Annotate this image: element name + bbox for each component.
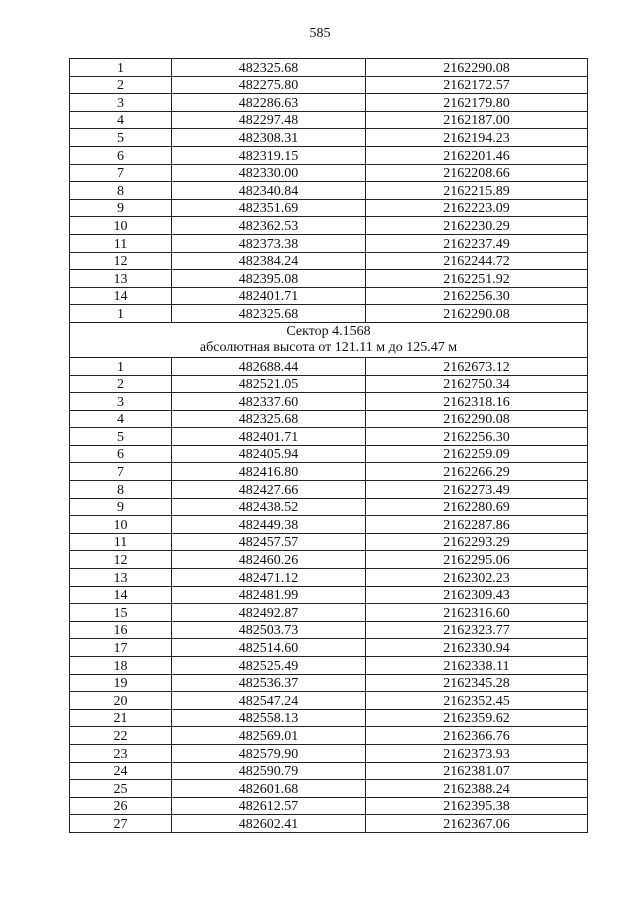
y-coordinate-cell: 2162187.00 [366,111,588,129]
y-coordinate-cell: 2162256.30 [366,428,588,446]
x-coordinate-cell: 482325.68 [172,410,366,428]
y-coordinate-cell: 2162318.16 [366,393,588,411]
point-number-cell: 13 [70,569,172,587]
point-number-cell: 2 [70,76,172,94]
table-row [70,709,588,727]
y-coordinate-cell: 2162359.62 [366,709,588,727]
table-row [70,727,588,745]
y-coordinate-cell: 2162395.38 [366,797,588,815]
x-coordinate-cell: 482395.08 [172,270,366,288]
x-coordinate-cell: 482514.60 [172,639,366,657]
table-row [70,780,588,798]
x-coordinate-cell: 482457.57 [172,533,366,551]
y-coordinate-cell: 2162293.29 [366,533,588,551]
sector-title: Сектор 4.1568 [286,323,371,339]
y-coordinate-cell: 2162366.76 [366,727,588,745]
table-row [70,76,588,94]
point-number-cell: 1 [70,305,172,323]
point-number-cell: 14 [70,287,172,305]
table-row [70,463,588,481]
y-coordinate-cell: 2162273.49 [366,481,588,499]
y-coordinate-cell: 2162266.29 [366,463,588,481]
point-number-cell: 22 [70,727,172,745]
point-number-cell: 6 [70,445,172,463]
table-row [70,657,588,675]
point-number-cell: 4 [70,111,172,129]
table-row [70,59,588,77]
y-coordinate-cell: 2162373.93 [366,744,588,762]
table-row [70,516,588,534]
x-coordinate-cell: 482319.15 [172,146,366,164]
table-row [70,621,588,639]
point-number-cell: 3 [70,393,172,411]
point-number-cell: 2 [70,375,172,393]
x-coordinate-cell: 482602.41 [172,815,366,833]
table-row [70,569,588,587]
y-coordinate-cell: 2162673.12 [366,357,588,375]
table-bottom-section [70,357,588,832]
point-number-cell: 23 [70,744,172,762]
table-row [70,498,588,516]
point-number-cell: 9 [70,498,172,516]
point-number-cell: 4 [70,410,172,428]
point-number-cell: 24 [70,762,172,780]
point-number-cell: 25 [70,780,172,798]
y-coordinate-cell: 2162345.28 [366,674,588,692]
x-coordinate-cell: 482579.90 [172,744,366,762]
table-row [70,393,588,411]
y-coordinate-cell: 2162256.30 [366,287,588,305]
y-coordinate-cell: 2162302.23 [366,569,588,587]
table-row [70,445,588,463]
y-coordinate-cell: 2162309.43 [366,586,588,604]
table-row [70,428,588,446]
x-coordinate-cell: 482325.68 [172,305,366,323]
point-number-cell: 15 [70,604,172,622]
y-coordinate-cell: 2162237.49 [366,234,588,252]
coordinates-table [69,58,588,833]
y-coordinate-cell: 2162251.92 [366,270,588,288]
y-coordinate-cell: 2162179.80 [366,94,588,112]
x-coordinate-cell: 482525.49 [172,657,366,675]
y-coordinate-cell: 2162367.06 [366,815,588,833]
x-coordinate-cell: 482590.79 [172,762,366,780]
table-row [70,375,588,393]
point-number-cell: 17 [70,639,172,657]
table-row [70,199,588,217]
point-number-cell: 11 [70,234,172,252]
x-coordinate-cell: 482401.71 [172,287,366,305]
table-row [70,797,588,815]
table-row [70,586,588,604]
x-coordinate-cell: 482340.84 [172,182,366,200]
y-coordinate-cell: 2162280.69 [366,498,588,516]
table-row [70,357,588,375]
table-row [70,287,588,305]
point-number-cell: 10 [70,516,172,534]
sector-height-note: абсолютная высота от 121.11 м до 125.47 м [199,339,458,355]
y-coordinate-cell: 2162323.77 [366,621,588,639]
point-number-cell: 6 [70,146,172,164]
y-coordinate-cell: 2162208.66 [366,164,588,182]
x-coordinate-cell: 482362.53 [172,217,366,235]
x-coordinate-cell: 482601.68 [172,780,366,798]
y-coordinate-cell: 2162215.89 [366,182,588,200]
point-number-cell: 7 [70,164,172,182]
x-coordinate-cell: 482492.87 [172,604,366,622]
table-row [70,762,588,780]
point-number-cell: 10 [70,217,172,235]
table-row [70,533,588,551]
table-row [70,604,588,622]
x-coordinate-cell: 482558.13 [172,709,366,727]
y-coordinate-cell: 2162338.11 [366,657,588,675]
y-coordinate-cell: 2162290.08 [366,59,588,77]
page-number: 585 [309,26,331,41]
x-coordinate-cell: 482373.38 [172,234,366,252]
table-row [70,94,588,112]
x-coordinate-cell: 482471.12 [172,569,366,587]
table-row [70,410,588,428]
table-row [70,674,588,692]
y-coordinate-cell: 2162230.29 [366,217,588,235]
x-coordinate-cell: 482536.37 [172,674,366,692]
point-number-cell: 12 [70,252,172,270]
x-coordinate-cell: 482460.26 [172,551,366,569]
table-row [70,744,588,762]
x-coordinate-cell: 482405.94 [172,445,366,463]
x-coordinate-cell: 482416.80 [172,463,366,481]
x-coordinate-cell: 482521.05 [172,375,366,393]
y-coordinate-cell: 2162295.06 [366,551,588,569]
point-number-cell: 9 [70,199,172,217]
sector-header-row [70,322,588,357]
y-coordinate-cell: 2162201.46 [366,146,588,164]
y-coordinate-cell: 2162223.09 [366,199,588,217]
point-number-cell: 7 [70,463,172,481]
x-coordinate-cell: 482401.71 [172,428,366,446]
table-row [70,129,588,147]
y-coordinate-cell: 2162287.86 [366,516,588,534]
y-coordinate-cell: 2162172.57 [366,76,588,94]
x-coordinate-cell: 482325.68 [172,59,366,77]
x-coordinate-cell: 482337.60 [172,393,366,411]
x-coordinate-cell: 482384.24 [172,252,366,270]
x-coordinate-cell: 482688.44 [172,357,366,375]
y-coordinate-cell: 2162259.09 [366,445,588,463]
y-coordinate-cell: 2162290.08 [366,305,588,323]
x-coordinate-cell: 482297.48 [172,111,366,129]
point-number-cell: 27 [70,815,172,833]
y-coordinate-cell: 2162352.45 [366,692,588,710]
point-number-cell: 13 [70,270,172,288]
point-number-cell: 11 [70,533,172,551]
x-coordinate-cell: 482612.57 [172,797,366,815]
point-number-cell: 1 [70,59,172,77]
point-number-cell: 26 [70,797,172,815]
point-number-cell: 12 [70,551,172,569]
x-coordinate-cell: 482481.99 [172,586,366,604]
table-row [70,481,588,499]
table-row [70,164,588,182]
y-coordinate-cell: 2162330.94 [366,639,588,657]
x-coordinate-cell: 482438.52 [172,498,366,516]
table-row [70,551,588,569]
sector-header-cell [70,322,588,357]
sector-header-section [70,322,588,357]
x-coordinate-cell: 482351.69 [172,199,366,217]
y-coordinate-cell: 2162290.08 [366,410,588,428]
table-row [70,182,588,200]
table-row [70,270,588,288]
y-coordinate-cell: 2162244.72 [366,252,588,270]
point-number-cell: 8 [70,182,172,200]
point-number-cell: 5 [70,428,172,446]
x-coordinate-cell: 482330.00 [172,164,366,182]
x-coordinate-cell: 482449.38 [172,516,366,534]
point-number-cell: 1 [70,357,172,375]
table-row [70,252,588,270]
point-number-cell: 16 [70,621,172,639]
x-coordinate-cell: 482308.31 [172,129,366,147]
table-row [70,639,588,657]
y-coordinate-cell: 2162194.23 [366,129,588,147]
table-row [70,217,588,235]
point-number-cell: 19 [70,674,172,692]
y-coordinate-cell: 2162316.60 [366,604,588,622]
x-coordinate-cell: 482547.24 [172,692,366,710]
y-coordinate-cell: 2162381.07 [366,762,588,780]
point-number-cell: 20 [70,692,172,710]
table-row [70,146,588,164]
x-coordinate-cell: 482427.66 [172,481,366,499]
x-coordinate-cell: 482275.80 [172,76,366,94]
table-row [70,305,588,323]
point-number-cell: 8 [70,481,172,499]
point-number-cell: 21 [70,709,172,727]
x-coordinate-cell: 482503.73 [172,621,366,639]
point-number-cell: 14 [70,586,172,604]
table-row [70,815,588,833]
x-coordinate-cell: 482569.01 [172,727,366,745]
table-top-section [70,59,588,323]
point-number-cell: 5 [70,129,172,147]
table-row [70,111,588,129]
table-row [70,692,588,710]
point-number-cell: 3 [70,94,172,112]
y-coordinate-cell: 2162388.24 [366,780,588,798]
point-number-cell: 18 [70,657,172,675]
y-coordinate-cell: 2162750.34 [366,375,588,393]
x-coordinate-cell: 482286.63 [172,94,366,112]
table-row [70,234,588,252]
